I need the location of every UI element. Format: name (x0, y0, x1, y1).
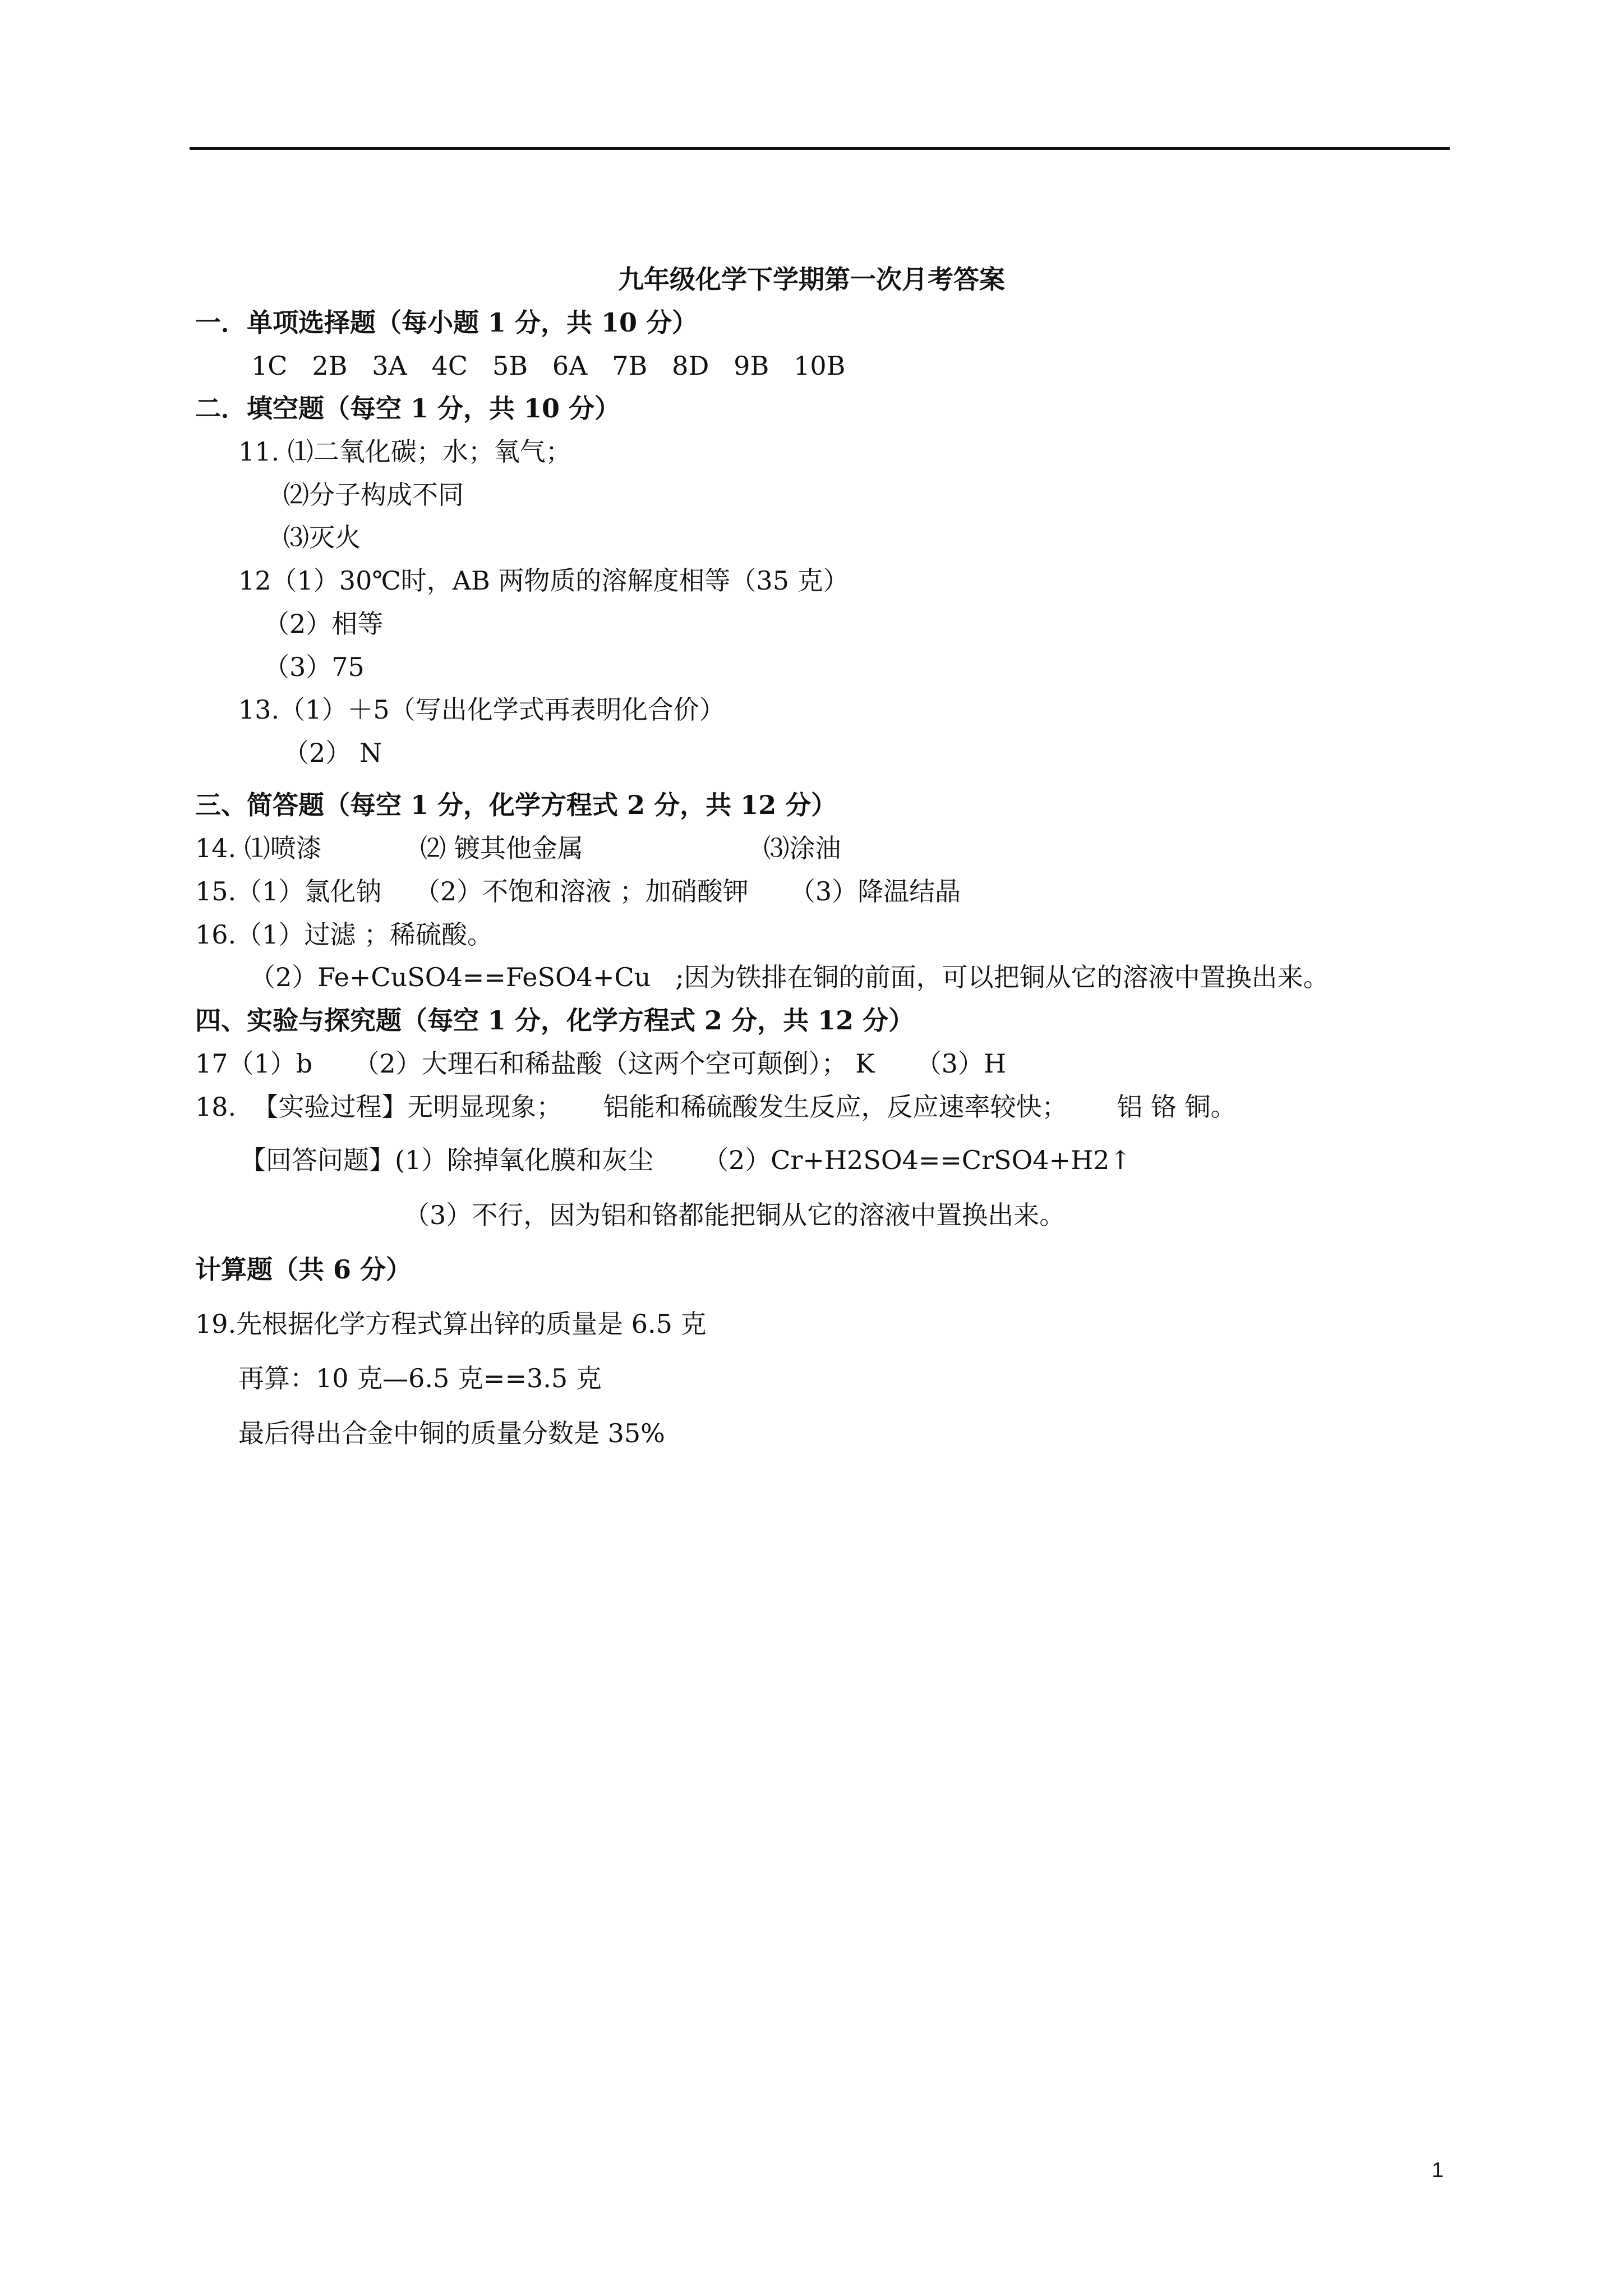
answer-line: 17（1）b （2）大理石和稀盐酸（这两个空可颠倒）； K （3）H (195, 1048, 1007, 1079)
answer-line: 13.（1）＋5（写出化学式再表明化合价） (238, 694, 725, 725)
answer-line: （2）相等 (264, 609, 384, 639)
header-rule (190, 147, 1450, 150)
answer-line: （2） N (283, 738, 382, 768)
answer-line: （2）Fe+CuSO4==FeSO4+Cu ;因为铁排在铜的前面，可以把铜从它的溶液中置换出来。 (250, 962, 1329, 992)
answer-line: ⑶灭火 (283, 522, 361, 553)
answer-line: 18. 【实验过程】无明显现象； 铝能和稀硫酸发生反应，反应速率较快； 铝 铬 铜。 (195, 1092, 1237, 1122)
answer-line: 14. ⑴喷漆 ⑵ 镀其他金属 ⑶涂油 (195, 833, 841, 863)
answer-line: 11. ⑴二氧化碳；水；氧气； (238, 436, 571, 467)
answer-line: 19.先根据化学方程式算出锌的质量是 6.5 克 (195, 1309, 707, 1339)
section-1-answers: 1C 2B 3A 4C 5B 6A 7B 8D 9B 10B (251, 351, 846, 381)
section-1-heading: 一．单项选择题（每小题 1 分，共 10 分） (195, 307, 698, 338)
answer-line: 最后得出合金中铜的质量分数是 35% (238, 1418, 665, 1448)
page-title: 九年级化学下学期第一次月考答案 (618, 264, 1005, 295)
answer-line: 12（1）30℃时，AB 两物质的溶解度相等（35 克） (238, 565, 849, 596)
answer-line: （3）不行，因为铝和铬都能把铜从它的溶液中置换出来。 (404, 1200, 1066, 1230)
answer-line: 【回答问题】(1）除掉氧化膜和灰尘 （2）Cr+H2SO4==CrSO4+H2↑ (240, 1145, 1132, 1175)
answer-line: ⑵分子构成不同 (283, 480, 464, 510)
section-5-heading: 计算题（共 6 分） (195, 1254, 412, 1285)
section-2-heading: 二．填空题（每空 1 分，共 10 分） (195, 393, 621, 424)
page-number: 1 (1432, 2159, 1444, 2182)
answer-line: 再算：10 克—6.5 克==3.5 克 (238, 1363, 602, 1393)
answer-line: （3）75 (264, 652, 365, 682)
section-3-heading: 三、简答题（每空 1 分，化学方程式 2 分，共 12 分） (195, 790, 837, 820)
answer-line: 15.（1）氯化钠 （2）不饱和溶液 ；加硝酸钾 （3）降温结晶 (195, 876, 961, 907)
section-4-heading: 四、实验与探究题（每空 1 分，化学方程式 2 分，共 12 分） (195, 1005, 915, 1036)
answer-line: 16.（1）过滤 ；稀硫酸。 (195, 919, 494, 950)
